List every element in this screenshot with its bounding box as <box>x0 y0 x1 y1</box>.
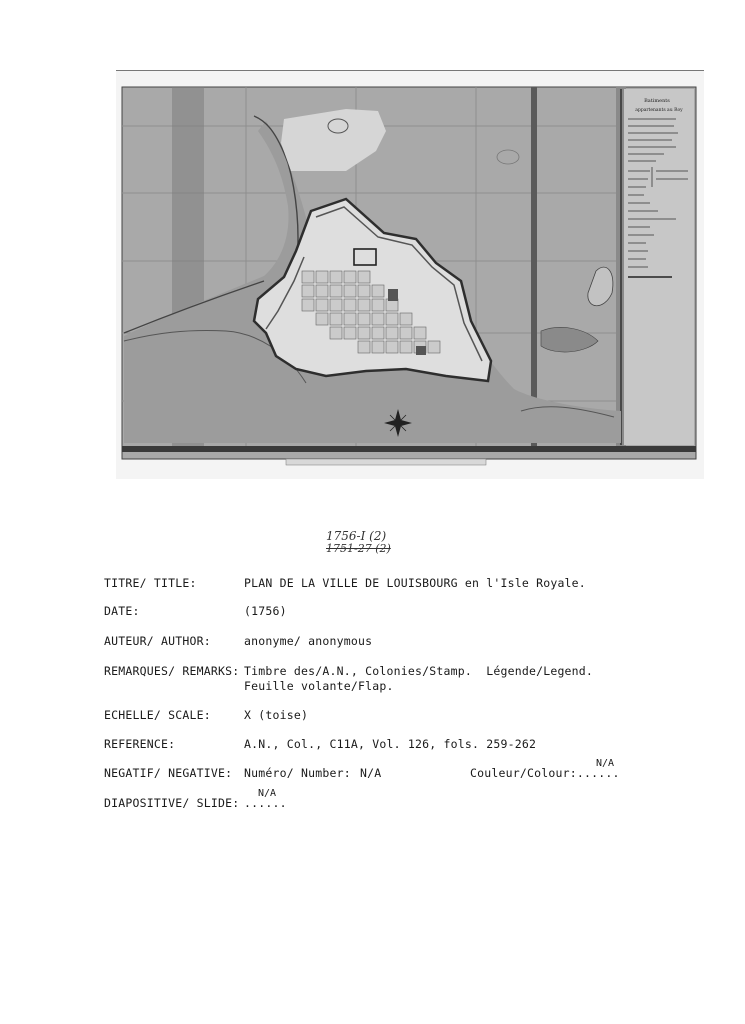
catalogue-number-struck: 1751-27 (2) <box>326 542 391 555</box>
date-value: (1756) <box>244 604 287 618</box>
negative-label: NEGATIF/ NEGATIVE: <box>104 766 233 780</box>
map-legend-title: Batiments <box>644 98 670 104</box>
negative-number-label: Numéro/ Number: <box>244 766 351 780</box>
map-photograph <box>116 70 704 479</box>
negative-number-value: N/A <box>360 766 382 780</box>
title-value: PLAN DE LA VILLE DE LOUISBOURG en l'Isle Royale. <box>244 576 586 590</box>
town-plan-map <box>116 71 704 479</box>
author-value: anonyme/ anonymous <box>244 634 373 648</box>
author-label: AUTEUR/ AUTHOR: <box>104 634 211 648</box>
remarks-label: REMARQUES/ REMARKS: <box>104 664 240 678</box>
map-legend-subtitle: appartenants au Roy <box>635 108 683 113</box>
negative-colour-label: Couleur/Colour:...... <box>470 766 620 780</box>
scale-label: ECHELLE/ SCALE: <box>104 708 211 722</box>
negative-colour-value: N/A <box>596 758 615 769</box>
reference-value: A.N., Col., C11A, Vol. 126, fols. 259-262 <box>244 737 537 751</box>
catalogue-number: 1756-I (2) <box>326 529 387 543</box>
scale-value: X (toise) <box>244 708 309 722</box>
reference-label: REFERENCE: <box>104 737 176 751</box>
remarks-value-line1: Timbre des/A.N., Colonies/Stamp. Légende/Legend. <box>244 664 594 678</box>
slide-value: N/A <box>258 788 277 799</box>
title-label: TITRE/ TITLE: <box>104 576 197 590</box>
slide-value-dots: ...... <box>244 796 287 810</box>
remarks-value-line2: Feuille volante/Flap. <box>244 679 394 693</box>
date-label: DATE: <box>104 604 140 618</box>
slide-label: DIAPOSITIVE/ SLIDE: <box>104 796 240 810</box>
